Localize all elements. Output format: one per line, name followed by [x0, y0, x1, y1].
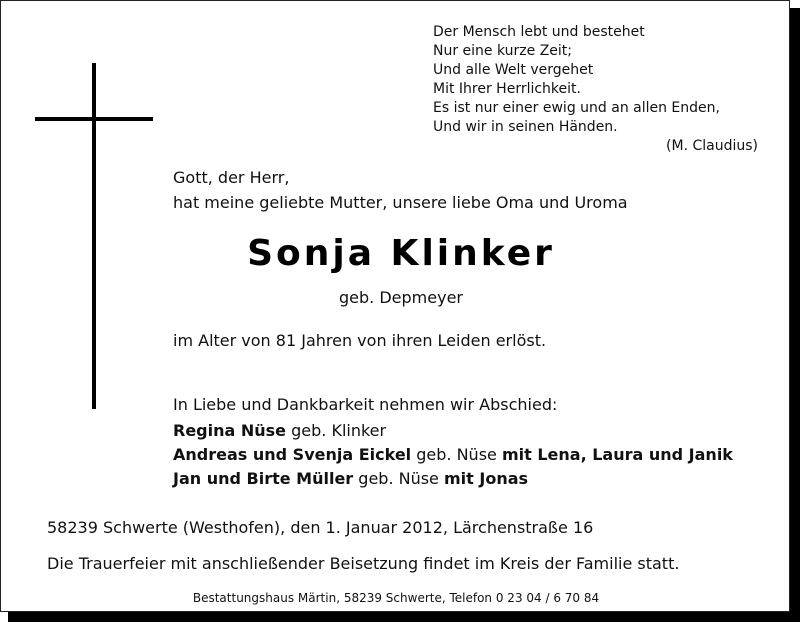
poem-line: Und alle Welt vergehet: [433, 62, 594, 78]
mourner-names: Regina Nüse: [173, 421, 287, 440]
ceremony-note: Die Trauerfeier mit anschließender Beisetzung findet im Kreis der Familie statt.: [47, 554, 680, 573]
mourners-list: [173, 419, 733, 491]
poem-line: Mit Ihrer Herrlichkeit.: [433, 81, 581, 97]
poem-line: Und wir in seinen Händen.: [433, 119, 618, 135]
undertaker-contact: Bestattungshaus Märtin, 58239 Schwerte, Telefon 0 23 04 / 6 70 84: [192, 591, 600, 605]
age-text: im Alter von 81 Jahren von ihren Leiden erlöst.: [173, 331, 547, 350]
mourner-with: mit Lena, Laura und Janik: [501, 445, 733, 464]
frame-shadow-right: [790, 8, 800, 622]
mourner-row: [173, 419, 733, 443]
intro-line-1: Gott, der Herr,: [173, 168, 290, 187]
cross-icon-horizontal: [35, 117, 153, 121]
poem-author: (M. Claudius): [666, 138, 758, 154]
poem-line: Es ist nur einer ewig und an allen Enden,: [433, 100, 720, 116]
intro-line-2: hat meine geliebte Mutter, unsere liebe Oma und Uroma: [173, 193, 628, 212]
frame-shadow-bottom: [8, 612, 800, 622]
deceased-name: Sonja Klinker: [247, 233, 555, 274]
mourner-names: Andreas und Svenja Eickel: [173, 445, 412, 464]
farewell-text: In Liebe und Dankbarkeit nehmen wir Abschied:: [173, 395, 558, 414]
intro-text: [173, 165, 628, 215]
mourner-born: geb. Nüse: [416, 445, 497, 464]
poem-line: Der Mensch lebt und bestehet: [433, 24, 645, 40]
poem: [433, 23, 758, 156]
mourner-names: Jan und Birte Müller: [173, 469, 354, 488]
mourner-with: mit Jonas: [444, 469, 529, 488]
mourner-row: [173, 467, 733, 491]
mourner-born: geb. Nüse: [358, 469, 439, 488]
mourner-born: geb. Klinker: [291, 421, 387, 440]
place-date: 58239 Schwerte (Westhofen), den 1. Januar 2012, Lärchenstraße 16: [47, 518, 594, 537]
poem-line: Nur eine kurze Zeit;: [433, 43, 573, 59]
mourner-row: [173, 443, 733, 467]
deceased-birth-name: geb. Depmeyer: [339, 288, 463, 307]
